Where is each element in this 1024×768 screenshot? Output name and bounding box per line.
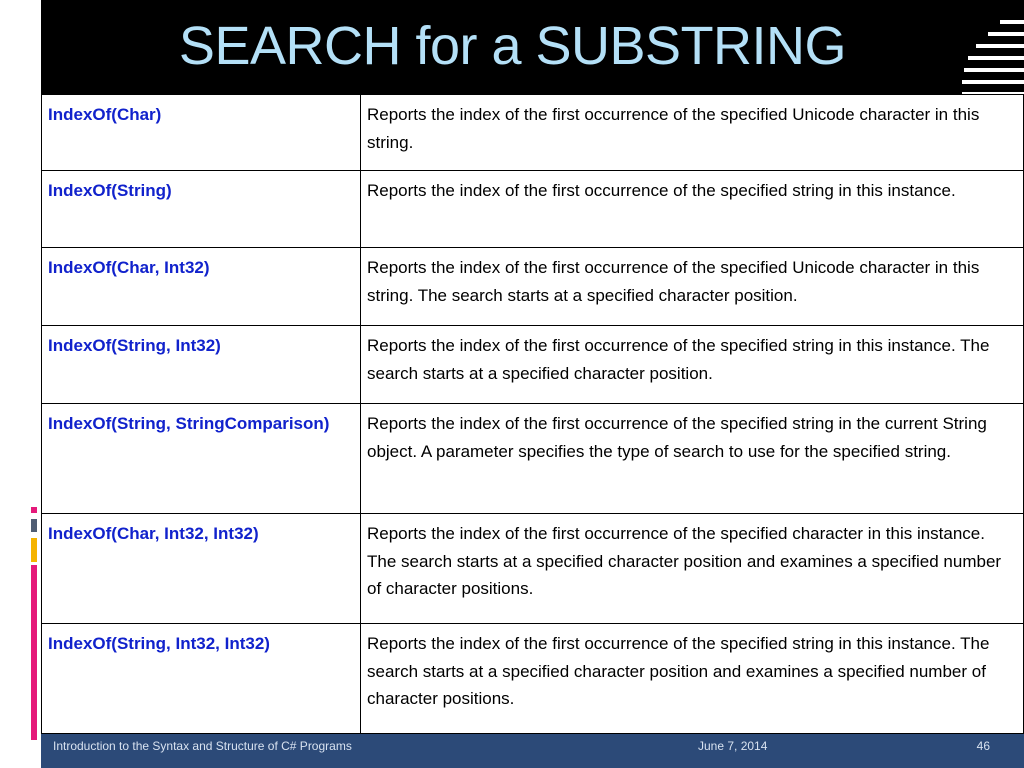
method-description: Reports the index of the first occurrence of the specified character in this instance. The search starts at a specified character position and examines a specified number of character positions. [361, 514, 1024, 624]
table-row [42, 171, 1024, 248]
method-description: Reports the index of the first occurrence of the specified string in this instance. The search starts at a specified character position and examines a specified number of character positions. [361, 624, 1024, 734]
method-table-container [41, 94, 1024, 734]
table-row [42, 248, 1024, 326]
accent-bar-magenta-small [31, 507, 37, 513]
method-description: Reports the index of the first occurrence of the specified Unicode character in this string. [361, 95, 1024, 171]
accent-bar-gold [31, 538, 37, 562]
method-name: IndexOf(Char) [42, 95, 361, 171]
method-description: Reports the index of the first occurrence of the specified string in this instance. [361, 171, 1024, 248]
table-row [42, 326, 1024, 404]
table-row [42, 514, 1024, 624]
method-name: IndexOf(Char, Int32) [42, 248, 361, 326]
slide-title: SEARCH for a SUBSTRING [178, 16, 847, 76]
accent-bar-magenta [31, 565, 37, 740]
footer-page-number: 46 [976, 739, 990, 753]
method-name: IndexOf(Char, Int32, Int32) [42, 514, 361, 624]
method-name: IndexOf(String) [42, 171, 361, 248]
footer-date: June 7, 2014 [698, 739, 768, 753]
method-description: Reports the index of the first occurrence of the specified Unicode character in this string. The search starts at a specified character position. [361, 248, 1024, 326]
accent-bar-slate [31, 519, 37, 532]
table-row [42, 624, 1024, 734]
method-name: IndexOf(String, StringComparison) [42, 404, 361, 514]
method-name: IndexOf(String, Int32, Int32) [42, 624, 361, 734]
method-description: Reports the index of the first occurrence of the specified string in this instance. The search starts at a specified character position. [361, 326, 1024, 404]
method-name: IndexOf(String, Int32) [42, 326, 361, 404]
method-description: Reports the index of the first occurrence of the specified string in the current String object. A parameter specifies the type of search to use for the specified string. [361, 404, 1024, 514]
table-row [42, 95, 1024, 171]
footer-title: Introduction to the Syntax and Structure of C# Programs [53, 739, 352, 753]
table-row [42, 404, 1024, 514]
footer [41, 734, 1024, 768]
method-table [41, 94, 1024, 734]
